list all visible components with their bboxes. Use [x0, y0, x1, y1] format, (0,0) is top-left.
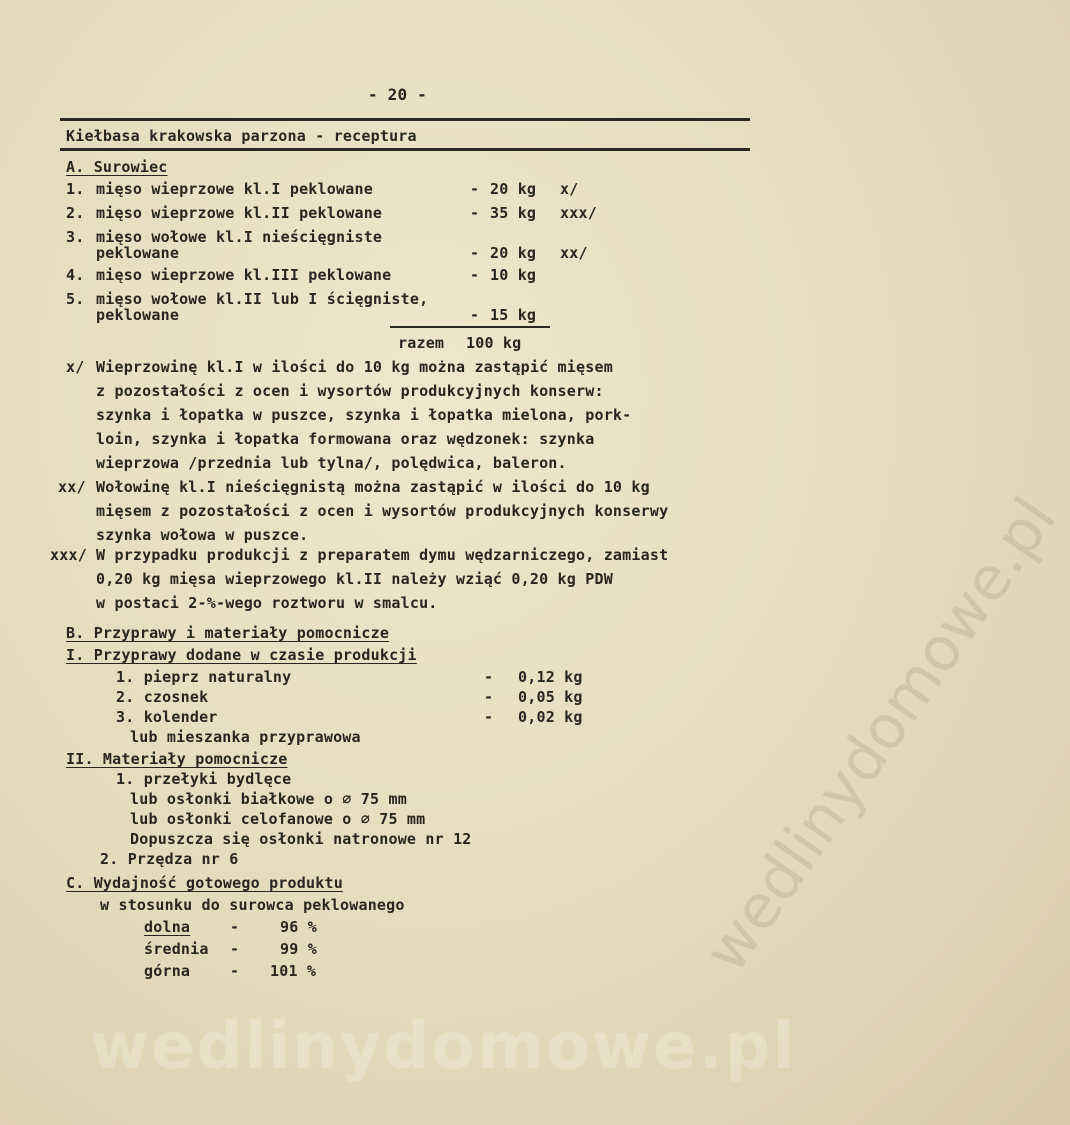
document-title: Kiełbasa krakowska parzona - receptura [66, 127, 417, 145]
note-line: Wieprzowinę kl.I w ilości do 10 kg można zastąpić mięsem [96, 358, 613, 376]
spice-item: 2. czosnek [116, 688, 209, 706]
yield-dash: - [230, 940, 240, 958]
yield-dash: - [230, 962, 240, 980]
watermark-diagonal: wedlinydomowe.pl [690, 485, 1070, 985]
note-mark: xxx/ [50, 546, 87, 564]
yield-label: średnia [144, 940, 209, 958]
list-item-name: mięso wołowe kl.II lub I ścięgniste, [96, 290, 429, 308]
note-line: z pozostałości z ocen i wysortów produkcyjnych konserw: [96, 382, 604, 400]
note-line: 0,20 kg mięsa wieprzowego kl.II należy wziąć 0,20 kg PDW [96, 570, 613, 588]
list-item-dash: - [470, 244, 480, 262]
list-item-name: mięso wieprzowe kl.II peklowane [96, 204, 383, 222]
list-item-amount: 15 kg [490, 306, 537, 324]
note-line: w postaci 2-%-wego roztworu w smalcu. [96, 594, 438, 612]
spice-amount: 0,05 kg [518, 688, 583, 706]
total-value: 100 kg [466, 334, 522, 352]
list-item-name-cont: peklowane [96, 244, 180, 262]
note-line: wieprzowa /przednia lub tylna/, polędwica, baleron. [96, 454, 567, 472]
total-rule [390, 326, 550, 328]
list-item-name-cont: peklowane [96, 306, 180, 324]
spices-heading: I. Przyprawy dodane w czasie produkcji [66, 646, 417, 664]
list-item-num: 3. [66, 228, 85, 246]
note-line: szynka wołowa w puszce. [96, 526, 309, 544]
auxiliary-line: lub osłonki białkowe o ∅ 75 mm [130, 790, 407, 808]
yield-label: dolna [144, 918, 191, 936]
note-line: szynka i łopatka w puszce, szynka i łopatka mielona, pork- [96, 406, 632, 424]
note-line: mięsem z pozostałości z ocen i wysortów produkcyjnych konserwy [96, 502, 669, 520]
list-item-amount: 20 kg [490, 244, 537, 262]
note-line: W przypadku produkcji z preparatem dymu wędzarniczego, zamiast [96, 546, 669, 564]
note-line: Wołowinę kl.I nieścięgnistą można zastąpić w ilości do 10 kg [96, 478, 650, 496]
auxiliary-line: 1. przełyki bydlęce [116, 770, 292, 788]
list-item-name: mięso wołowe kl.I nieścięgniste [96, 228, 383, 246]
list-item-amount: 35 kg [490, 204, 537, 222]
list-item-name: mięso wieprzowe kl.III peklowane [96, 266, 392, 284]
auxiliary-heading: II. Materiały pomocnicze [66, 750, 288, 768]
list-item-mark: xx/ [560, 244, 588, 262]
note-mark: x/ [66, 358, 85, 376]
list-item-dash: - [470, 204, 480, 222]
yield-value: 96 % [280, 918, 317, 936]
top-rule [60, 118, 750, 121]
spice-alternative: lub mieszanka przyprawowa [130, 728, 361, 746]
yield-dash: - [230, 918, 240, 936]
spice-amount: 0,12 kg [518, 668, 583, 686]
auxiliary-line: lub osłonki celofanowe o ∅ 75 mm [130, 810, 426, 828]
spice-amount: 0,02 kg [518, 708, 583, 726]
section-b-heading: B. Przyprawy i materiały pomocnicze [66, 624, 390, 642]
spice-dash: - [484, 688, 494, 706]
list-item-dash: - [470, 180, 480, 198]
spice-dash: - [484, 668, 494, 686]
list-item-mark: x/ [560, 180, 579, 198]
list-item-mark: xxx/ [560, 204, 597, 222]
yield-label: górna [144, 962, 191, 980]
title-rule [60, 148, 750, 151]
list-item-num: 1. [66, 180, 85, 198]
yield-value: 101 % [270, 962, 317, 980]
page-number: - 20 - [368, 85, 427, 104]
auxiliary-line: 2. Przędza nr 6 [100, 850, 239, 868]
list-item-name: mięso wieprzowe kl.I peklowane [96, 180, 373, 198]
list-item-num: 2. [66, 204, 85, 222]
total-label: razem [398, 334, 445, 352]
yield-value: 99 % [280, 940, 317, 958]
list-item-num: 5. [66, 290, 85, 308]
spice-item: 3. kolender [116, 708, 218, 726]
spice-dash: - [484, 708, 494, 726]
note-mark: xx/ [58, 478, 86, 496]
list-item-num: 4. [66, 266, 85, 284]
list-item-dash: - [470, 266, 480, 284]
list-item-amount: 10 kg [490, 266, 537, 284]
watermark: wedlinydomowe.pl [90, 1010, 797, 1084]
spice-item: 1. pieprz naturalny [116, 668, 292, 686]
list-item-amount: 20 kg [490, 180, 537, 198]
section-c-heading: C. Wydajność gotowego produktu [66, 874, 343, 892]
list-item-dash: - [470, 306, 480, 324]
yield-intro: w stosunku do surowca peklowanego [100, 896, 405, 914]
auxiliary-line: Dopuszcza się osłonki natronowe nr 12 [130, 830, 472, 848]
section-a-heading: A. Surowiec [66, 158, 168, 176]
note-line: loin, szynka i łopatka formowana oraz wędzonek: szynka [96, 430, 595, 448]
